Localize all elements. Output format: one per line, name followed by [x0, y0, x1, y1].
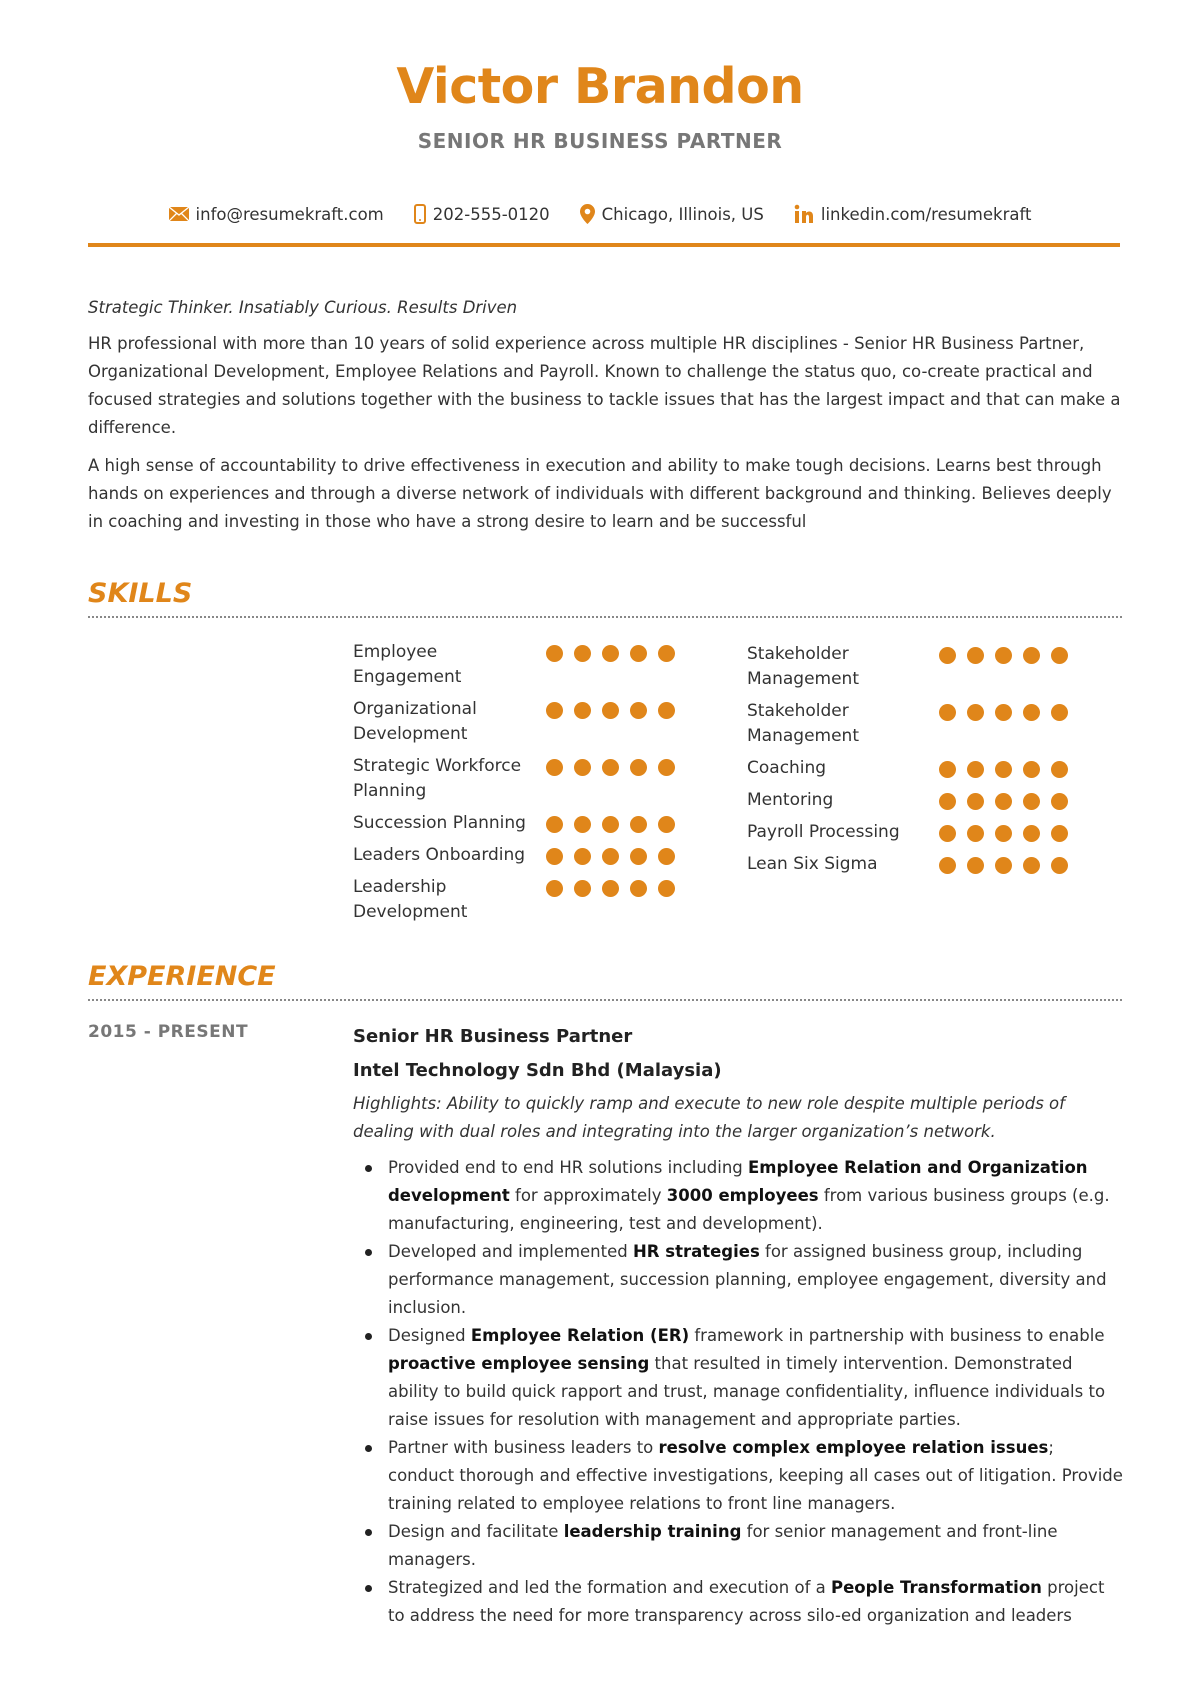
skill-name: Stakeholder Management: [747, 701, 859, 746]
rating-dot: [630, 880, 647, 897]
skill-rating: [546, 645, 675, 662]
rating-dot: [602, 702, 619, 719]
rating-dot: [1023, 761, 1040, 778]
rating-dot: [546, 848, 563, 865]
skill-rating: [546, 880, 675, 897]
achievement-item: [353, 1322, 1123, 1434]
rating-dot: [967, 704, 984, 721]
section-divider: [88, 999, 1122, 1001]
rating-dot: [967, 647, 984, 664]
skill-name: Coaching: [747, 758, 827, 778]
skill-name: Lean Six Sigma: [747, 854, 878, 874]
skill-rating: [546, 759, 675, 776]
skill-rating: [546, 816, 675, 833]
text: framework in partnership with business to enable: [689, 1326, 1105, 1345]
rating-dot: [574, 759, 591, 776]
company-name: Intel Technology Sdn Bhd (Malaysia): [353, 1060, 722, 1081]
candidate-name: Victor Brandon: [396, 58, 804, 115]
rating-dot: [1023, 793, 1040, 810]
rating-dot: [630, 645, 647, 662]
bold-text: proactive employee sensing: [388, 1354, 650, 1373]
skill-rating: [939, 647, 1068, 664]
job-position: Senior HR Business Partner: [353, 1026, 633, 1047]
text: Strategized and led the formation and execution of a: [388, 1578, 831, 1597]
email-text: info@resumekraft.com: [195, 204, 384, 224]
rating-dot: [602, 848, 619, 865]
skill-rating: [546, 702, 675, 719]
achievement-item: [353, 1154, 1123, 1238]
rating-dot: [574, 702, 591, 719]
rating-dot: [995, 704, 1012, 721]
achievement-item: [353, 1434, 1123, 1518]
text: Provided end to end HR solutions including: [388, 1158, 749, 1177]
rating-dot: [658, 848, 675, 865]
achievement-item: [353, 1238, 1123, 1322]
rating-dot: [574, 848, 591, 865]
rating-dot: [1051, 793, 1068, 810]
skill-name: Leaders Onboarding: [353, 845, 526, 865]
achievement-item: [353, 1574, 1123, 1630]
rating-dot: [995, 825, 1012, 842]
rating-dot: [1051, 761, 1068, 778]
summary: [88, 330, 1123, 546]
linkedin-text: linkedin.com/resumekraft: [820, 204, 1032, 224]
text: Designed: [388, 1326, 471, 1345]
bold-text: People Transformation: [831, 1578, 1042, 1597]
skill-name: Stakeholder Management: [747, 644, 859, 689]
text: ; conduct thorough and effective investigations, keeping all cases out of litigation. Provide training related to employee relations to front line managers.: [388, 1438, 1123, 1513]
skill-rating: [939, 761, 1068, 778]
skill-name: Organizational Development: [353, 699, 477, 744]
contact-email[interactable]: [169, 204, 384, 224]
bold-text: 3000 employees: [666, 1186, 819, 1205]
rating-dot: [630, 702, 647, 719]
contact-linkedin[interactable]: [794, 204, 1032, 224]
text: Design and facilitate: [388, 1522, 564, 1541]
section-divider: [88, 616, 1122, 618]
envelope-icon: [169, 207, 189, 221]
rating-dot: [1051, 704, 1068, 721]
bold-text: Employee Relation (ER): [470, 1326, 690, 1345]
rating-dot: [1023, 825, 1040, 842]
text: Partner with business leaders to: [388, 1438, 659, 1457]
rating-dot: [546, 759, 563, 776]
text: from various business groups (e.g. manufacturing, engineering, test and development).: [388, 1186, 1110, 1233]
rating-dot: [967, 761, 984, 778]
skill-name: Strategic Workforce Planning: [353, 756, 522, 801]
rating-dot: [1023, 857, 1040, 874]
rating-dot: [967, 793, 984, 810]
contact-location: [580, 204, 764, 224]
rating-dot: [1051, 857, 1068, 874]
rating-dot: [658, 816, 675, 833]
summary-paragraph: A high sense of accountability to drive effectiveness in execution and ability to make tough decisions. Learns best through hands on experiences and through a diverse network of individuals with different background and thinking. Believes deeply in coaching and investing in those who have a strong desire to learn and be successful: [88, 456, 1112, 531]
phone-text: 202-555-0120: [432, 204, 550, 224]
rating-dot: [602, 759, 619, 776]
location-text: Chicago, Illinois, US: [601, 204, 764, 224]
text: for approximately: [509, 1186, 667, 1205]
rating-dot: [602, 880, 619, 897]
rating-dot: [939, 761, 956, 778]
rating-dot: [546, 880, 563, 897]
skills-heading: SKILLS: [88, 578, 193, 609]
rating-dot: [546, 816, 563, 833]
job-date: 2015 - PRESENT: [88, 1022, 249, 1042]
rating-dot: [574, 645, 591, 662]
skill-rating: [939, 793, 1068, 810]
experience-heading: EXPERIENCE: [88, 961, 276, 992]
tagline: Strategic Thinker. Insatiably Curious. Results Driven: [88, 298, 518, 317]
rating-dot: [630, 848, 647, 865]
skill-rating: [546, 848, 675, 865]
skill-rating: [939, 704, 1068, 721]
map-pin-icon: [580, 204, 595, 224]
skill-rating: [939, 857, 1068, 874]
contact-phone[interactable]: [414, 204, 550, 224]
rating-dot: [995, 761, 1012, 778]
achievement-item: [353, 1518, 1123, 1574]
rating-dot: [658, 702, 675, 719]
skill-name: Employee Engagement: [353, 642, 462, 687]
rating-dot: [939, 793, 956, 810]
rating-dot: [1051, 647, 1068, 664]
skill-name: Succession Planning: [353, 813, 526, 833]
skill-name: Mentoring: [747, 790, 834, 810]
rating-dot: [546, 645, 563, 662]
skill-name: Leadership Development: [353, 877, 468, 922]
job-title: SENIOR HR BUSINESS PARTNER: [417, 129, 783, 153]
skill-name: Payroll Processing: [747, 822, 900, 842]
job-highlights: Highlights: Ability to quickly ramp and execute to new role despite multiple periods of dealing with dual roles and integrating into the larger organization’s network.: [353, 1094, 1065, 1141]
contact-bar: [0, 204, 1200, 224]
rating-dot: [546, 702, 563, 719]
rating-dot: [658, 880, 675, 897]
rating-dot: [939, 647, 956, 664]
rating-dot: [630, 759, 647, 776]
text: that resulted in timely intervention. Demonstrated ability to build quick rapport and trust, manage confidentiality, influence individuals to raise issues for resolution with management and appropriate parties.: [388, 1354, 1106, 1429]
rating-dot: [574, 880, 591, 897]
job-entry: [353, 1020, 1123, 1630]
text: for senior management and front-line managers.: [388, 1522, 1058, 1569]
header-divider: [88, 243, 1120, 247]
rating-dot: [995, 793, 1012, 810]
rating-dot: [967, 857, 984, 874]
rating-dot: [995, 857, 1012, 874]
text: for assigned business group, including performance management, succession planning, employee engagement, diversity and inclusion.: [388, 1242, 1107, 1317]
phone-icon: [414, 204, 426, 224]
rating-dot: [658, 759, 675, 776]
rating-dot: [939, 857, 956, 874]
rating-dot: [939, 704, 956, 721]
rating-dot: [1023, 704, 1040, 721]
rating-dot: [939, 825, 956, 842]
rating-dot: [630, 816, 647, 833]
skill-rating: [939, 825, 1068, 842]
rating-dot: [1051, 825, 1068, 842]
bold-text: HR strategies: [632, 1242, 760, 1261]
rating-dot: [967, 825, 984, 842]
bold-text: leadership training: [563, 1522, 742, 1541]
text: project to address the need for more transparency across silo-ed organization and leaders: [388, 1578, 1105, 1625]
rating-dot: [602, 645, 619, 662]
achievement-list: [353, 1154, 1123, 1630]
linkedin-icon: [794, 204, 814, 224]
rating-dot: [995, 647, 1012, 664]
bold-text: Employee Relation and Organization development: [388, 1158, 1088, 1205]
summary-paragraph: HR professional with more than 10 years of solid experience across multiple HR disciplines - Senior HR Business Partner, Organizational Development, Employee Relations and Payroll. Known to challenge the status quo, co-create practical and focused strategies and solutions together with the business to tackle issues that has the largest impact and that can make a difference.: [88, 334, 1121, 437]
rating-dot: [602, 816, 619, 833]
text: Developed and implemented: [388, 1242, 633, 1261]
rating-dot: [658, 645, 675, 662]
bold-text: resolve complex employee relation issues: [658, 1438, 1049, 1457]
rating-dot: [1023, 647, 1040, 664]
rating-dot: [574, 816, 591, 833]
